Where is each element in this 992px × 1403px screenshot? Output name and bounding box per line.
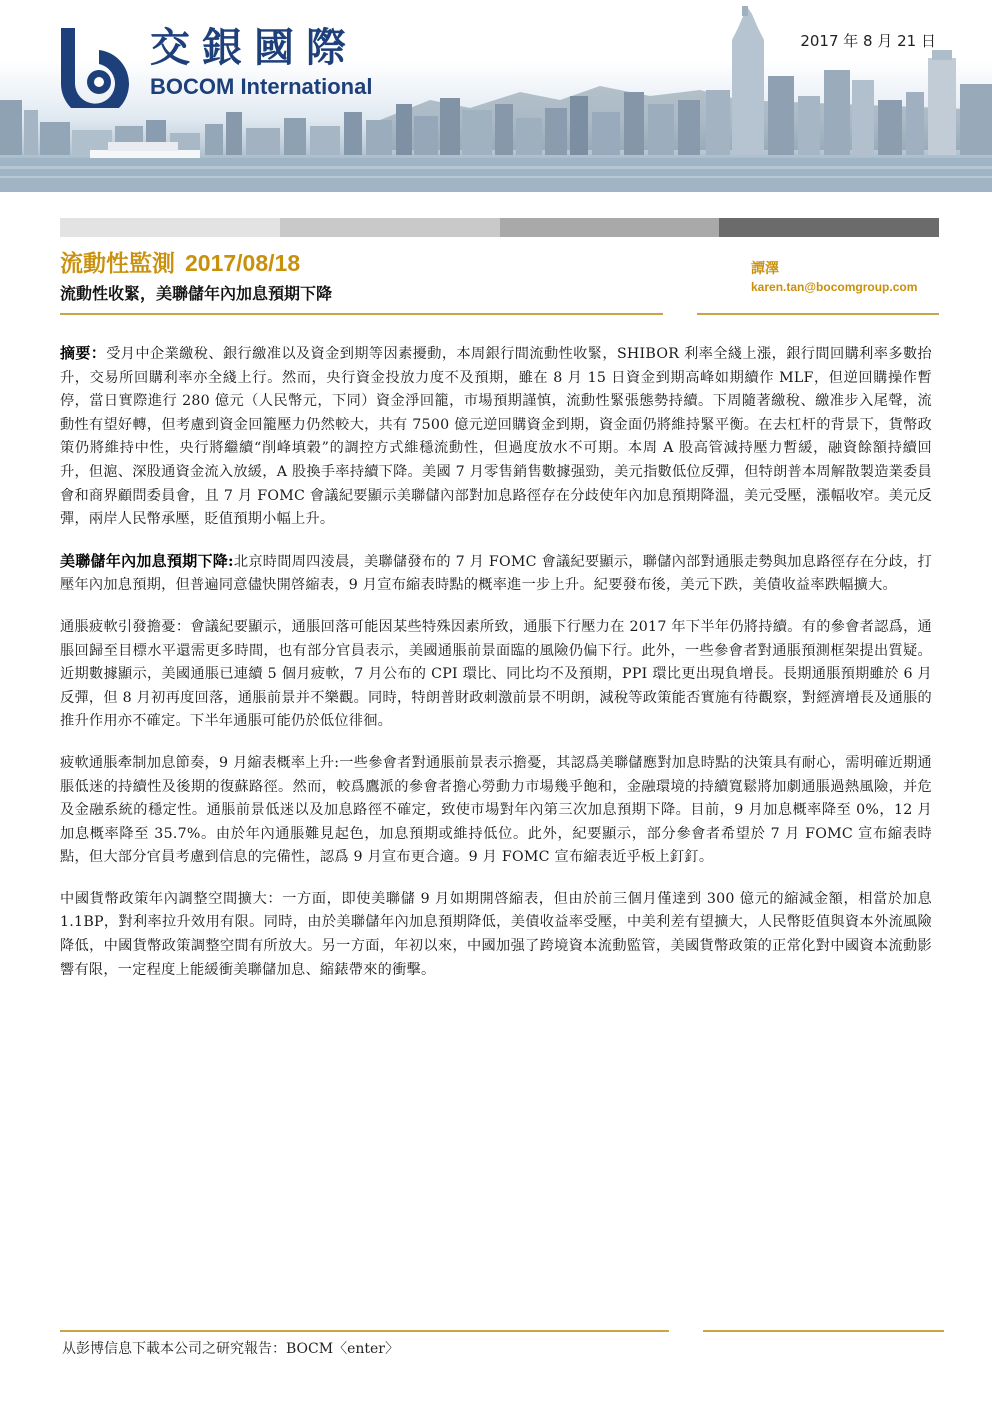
paragraph-lead: 摘要： xyxy=(60,344,107,362)
inflation-paragraph xyxy=(60,616,932,734)
summary-paragraph xyxy=(60,342,932,532)
report-subtitle: 流動性收緊，美聯儲年內加息預期下降 xyxy=(60,284,333,303)
hong-kong-skyline-image xyxy=(0,0,992,192)
logo-english-name: BOCOM International xyxy=(150,74,373,99)
paragraph-text: 受月中企業繳稅、銀行繳准以及資金到期等因素擾動，本周銀行間流動性收緊，SHIBOR 利率全綫上漲，銀行間回購利率多數抬升，交易所回購利率亦全綫上行。然而，央行資金投放力度不及預期，雖在 8 月 15 日資金到期高峰如期續作 MLF，但逆回購操作暫停，當日實際進行 280 億元（人民幣元，下同）資金淨回籠，市場預期謹慎，流動性緊張態勢持續。下周隨著繳稅、繳准步入尾聲，流動性有望好轉，但考慮到資金回籠壓力仍然較大，共有 7500 億元逆回購資金到期，資金面仍將維持緊平衡。在去杠杆的背景下，貨幣政策仍將維持中性，央行將繼續“削峰填穀”的調控方式維穩流動性，但過度放水不可期。本周 A 股高管減持壓力暫緩，融資餘額持續回升，但滬、深股通資金流入放緩，A 股換手率持續下降。美國 7 月零售銷售數據强勁，美元指數低位反彈，但特朗普本周解散製造業委員會和商界顧問委員會，且 7 月 FOMC 會議紀要顯示美聯儲內部對加息路徑存在分歧使年內加息預期降溫，美元受壓，漲幅收窄。美元反彈，兩岸人民幣承壓，貶值預期小幅上升。 xyxy=(60,346,932,528)
report-title-date: 2017/08/18 xyxy=(185,250,301,276)
report-body xyxy=(60,342,932,1000)
paragraph-text: 通脹疲軟引發擔憂：會議紀要顯示，通脹回落可能因某些特殊因素所致，通脹下行壓力在 2017 年下半年仍將持續。有的參會者認爲，通脹回歸至目標水平還需更多時間，也有部分官員表示，美國通脹前景面臨的風險仍偏下行。此外，一些參會者對通脹預測框架提出質疑。近期數據顯示，美國通脹已連續 5 個月疲軟，7 月公布的 CPI 環比、同比均不及預期，PPI 環比更出現負增長。長期通脹預期雖於 6 月反彈，但 8 月初再度回落，通脹前景并不樂觀。同時，特朗普財政刺激前景不明朗，減稅等政策能否實施有待觀察，對經濟增長及通脹的推升作用亦不確定。下半年通脹可能仍於低位徘徊。 xyxy=(60,618,932,730)
footer-bloomberg-note: 从彭博信息下載本公司之研究報告：BOCM〈enter〉 xyxy=(62,1341,399,1357)
paragraph-text: 疲軟通脹牽制加息節奏，9 月縮表概率上升:一些參會者對通脹前景表示擔憂，其認爲美聯儲應對加息時點的決策具有耐心，需明確近期通脹低迷的持續性及後期的復蘇路徑。然而，較爲鷹派的參會者擔心勞動力市場幾乎飽和，金融環境的持續寬鬆將加劇通脹過熱風險，并危及金融系統的穩定性。通脹前景低迷以及加息路徑不確定，致使市場對年內第三次加息預期下降。目前，9 月加息概率降至 0%，12 月加息概率降至 35.7%。由於年內通脹難見起色，加息預期或維持低位。此外，紀要顯示，部分參會者希望於 7 月 FOMC 宣布縮表時點，但大部分官員考慮到信息的完備性，認爲 9 月宣布更合適。9 月 FOMC 宣布縮表近乎板上釘釘。 xyxy=(60,754,932,866)
report-title xyxy=(60,248,300,279)
china-policy-paragraph xyxy=(60,888,932,982)
header-banner xyxy=(0,0,992,192)
author-underline xyxy=(697,313,939,315)
paragraph-lead: 美聯儲年內加息預期下降: xyxy=(60,551,234,570)
section-divider-bar xyxy=(60,218,939,237)
bocom-logo-icon xyxy=(55,24,139,108)
report-date: 2017 年 8 月 21 日 xyxy=(800,32,936,50)
paragraph-text: 中國貨幣政策年內調整空間擴大：一方面，即使美聯儲 9 月如期開啓縮表，但由於前三個月僅達到 300 億元的縮減金額，相當於加息 1.1BP，對利率拉升效用有限。同時，由於美聯儲年內加息預期降低，美債收益率受壓，中美利差有望擴大，人民幣貶值與資本外流風險降低，中國貨幣政策調整空間有所放大。另一方面，年初以來，中國加强了跨境資本流動監管，美國貨幣政策的正常化對中國資本流動影響有限，一定程度上能緩衝美聯儲加息、縮錶帶來的衝擊。 xyxy=(60,890,932,978)
fed-paragraph xyxy=(60,550,932,598)
logo-chinese-name: 交銀國際 xyxy=(150,24,358,71)
author-email: karen.tan@bocomgroup.com xyxy=(751,280,918,294)
title-underline xyxy=(60,313,663,315)
report-title-text: 流動性監測 xyxy=(60,250,175,277)
footer-rule-left xyxy=(60,1330,669,1332)
author-name: 譚澤 xyxy=(751,261,779,277)
paragraph-text: 北京時間周四淩晨，美聯儲發布的 7 月 FOMC 會議紀要顯示，聯儲內部對通脹走勢與加息路徑存在分歧，打壓年內加息預期，但普遍同意儘快開啓縮表，9 月宣布縮表時點的概率進一步上升。紀要發布後，美元下跌，美債收益率跌幅擴大。 xyxy=(60,553,932,594)
rate-hike-paragraph xyxy=(60,752,932,870)
footer-rule-right xyxy=(703,1330,944,1332)
